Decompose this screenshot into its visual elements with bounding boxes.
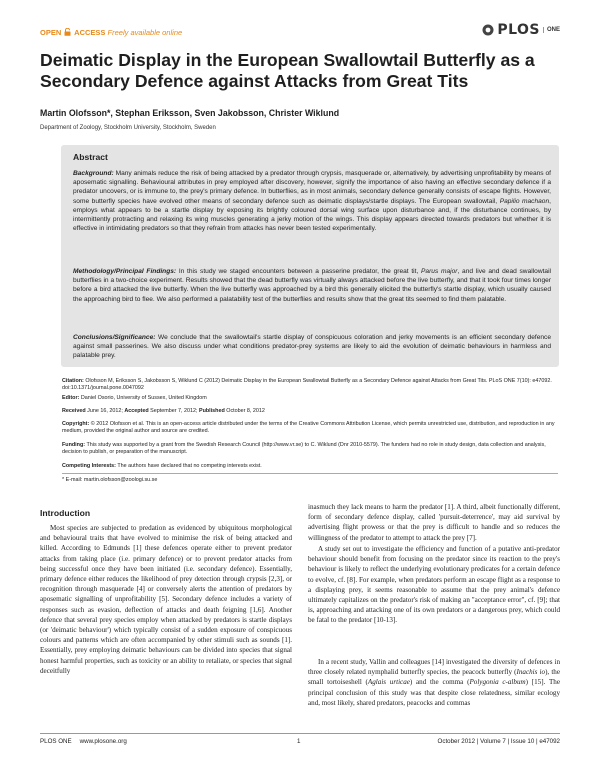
footer-issue: October 2012 | Volume 7 | Issue 10 | e47092 [437,738,560,745]
affiliation: Department of Zoology, Stockholm University, Stockholm, Sweden [40,125,216,131]
open-lock-icon [64,28,71,36]
abstract-conclusions: Conclusions/Significance: We conclude that the swallowtail's startle display of conspicuous coloration and jerky movements is an efficient secondary defence against small passerines. We also discuss under what conditions predator-prey systems are likely to aid the evolution of deimatic behaviours in harmless and palatable prey. [73,334,551,360]
funding: Funding: This study was supported by a grant from the Swedish Research Council (http://www.vr.se) to C. Wiklund (Dnr 2010-5579). The funders had no role in study design, data collection and analysis, decision to publish, or preparation of the manuscript. [62,442,546,456]
plos-wordmark: PLOS [497,22,540,38]
background-label: Background: [73,170,114,177]
right-paragraph-2: A study set out to investigate the efficiency and function of a putative anti-predator behaviour should benefit from focusing on the predator since its reaction to the prey's behaviour is likely to reflect the underlying evolutionary predicates for a certain defence to evolve, cf. [8]. For example, when predators perform an escape flight as a response to a displaying prey, it seems reasonable to assume that the prey animal's defence ultimately capitalizes on the predator's risk of making an "acceptance error", cf. [9]; that is, approaching and attacking one of its own predators or a dangerous prey, which could be fatal to the predator [10-13]. [308,545,560,625]
methods-label: Methodology/Principal Findings: [73,268,177,275]
page-number: 1 [297,738,301,745]
open-access-badge [40,28,182,37]
one-wordmark: ONE [543,27,560,33]
dates: Received June 16, 2012; Accepted September 7, 2012; Published October 8, 2012 [62,408,265,414]
meta-divider [62,473,558,474]
article-title: Deimatic Display in the European Swallowtail Butterfly as a Secondary Defence against Attacks from Great Tits [40,50,535,91]
plos-logo-icon [482,24,494,36]
abstract-heading: Abstract [73,152,108,162]
author-list: Martin Olofsson*, Stephan Eriksson, Sven Jakobsson, Christer Wiklund [40,108,340,118]
footer-rule [40,733,560,734]
right-paragraph-1: inasmuch they lack means to harm the predator [1]. A third, albeit functionally different, form of secondary defence display, called 'pursuit-deterrence', may aid survival by advertising flight prowess or that the prey is difficult to handle and so reduces the willingness of the predator to attempt to attack the prey [7]. [308,503,560,542]
conclusions-label: Conclusions/Significance: [73,334,156,341]
freely-available-label: Freely available online [107,28,183,37]
corresponding-email: * E-mail: martin.olofsson@zoologi.su.se [62,477,158,483]
plos-one-logo [482,22,560,38]
access-label: ACCESS [74,28,106,37]
citation: Citation: Olofsson M, Eriksson S, Jakobsson S, Wiklund C (2012) Deimatic Display in the European Swallowtail Butterfly as a Secondary Defence against Attacks from Great Tits. PLoS ONE 7(10): e47092. doi:10.1371/journal.pone.0047092 [62,378,552,392]
footer-journal: PLOS ONE www.plosone.org [40,738,127,745]
competing-interests: Competing Interests: The authors have declared that no competing interests exist. [62,463,262,469]
copyright: Copyright: © 2012 Olofsson et al. This is an open-access article distributed under the terms of the Creative Commons Attribution License, which permits unrestricted use, distribution, and reproduction in any medium, provided the original author and source are credited. [62,421,555,435]
introduction-heading: Introduction [40,508,91,518]
footer-site-link[interactable]: www.plosone.org [79,738,127,745]
abstract-methods: Methodology/Principal Findings: In this study we staged encounters between a passerine predator, the great tit, Parus major, and live and dead swallowtail butterflies in a two-choice experiment. Results showed that the dead butterfly was virtually always attacked before the live butterfly, and that it took four times longer before a bird attacked the live butterfly. When the live butterfly was approached by a bird this generally elicited the butterfly's startle display, which usually caused the approaching bird to flee. We also performed a palatability test of the butterflies and results show that the great tits seemed to find them palatable. [73,268,552,303]
intro-left-column: Most species are subjected to predation as evidenced by ubiquitous morphological and behavioural traits that have evolved to minimise the risk of being attacked and killed. According to Edmunds [1] these defences operate either to prevent predator attacks from taking place (i.e. primary defence) or to prevent predator attacks from being successful once they have been initiated (i.e. secondary defence). Essentially, primary defence either reduces the likelihood of prey detection through crypsis [2,3], or recognition through masquerade [4] or conversely alerts the attention of predators by aposematic signalling of unprofitability [5]. Secondary defence includes a variety of responses such as evasion, deflection of attacks and death feigning [1,6]. Another defence that several prey species employ when attacked by predators is startle displays (or 'deimatic behaviour') which typically consist of a sudden exposure of conspicuous colours and patterns which are often accompanied by other stimuli such as sounds [1]. Essentially, prey employing deimatic behaviours can be divided into species that signal honest harmful properties, such as toxicity or an ability to retaliate, or species that signal deceitfully [40,524,292,675]
right-paragraph-3: In a recent study, Vallin and colleagues [14] investigated the diversity of defences in three closely related nymphalid butterfly species, the peacock butterfly (Inachis io), the small tortoiseshell (Aglais urticae) and the comma (Polygonia c-album) [15]. The principal conclusion of this study was that despite close relatedness, similar ecology and, most likely, shared predators, peacocks and commas [308,658,561,707]
open-label: OPEN [40,28,62,37]
editor: Editor: Daniel Osorio, University of Sussex, United Kingdom [62,395,207,401]
abstract-background: Background: Many animals reduce the risk of being attacked by a predator through crypsis, masquerade or, alternatively, by advertising unprofitability by means of aposematic signalling. Behavioural attributes in prey employed after discovery, however, signify the importance of also having an effective secondary defence if a predator uncovers, or is immune to, the prey's primary defence. In butterflies, as in most animals, secondary defence generally consists of escape flights. However, some butterfly species have evolved other means of secondary defence such as deimatic displays/startle displays. The European swallowtail, Papilio machaon, employs what appears to be a startle display by exposing its brightly coloured dorsal wing surface upon disturbance and, if the disturbance continues, by intermittently protracting and relaxing its wing muscles generating a jerky motion of the wings. This display appears directed towards predators but whether it is effective in intimidating predators so that they refrain from attacks has never been tested experimentally. [73,170,551,233]
